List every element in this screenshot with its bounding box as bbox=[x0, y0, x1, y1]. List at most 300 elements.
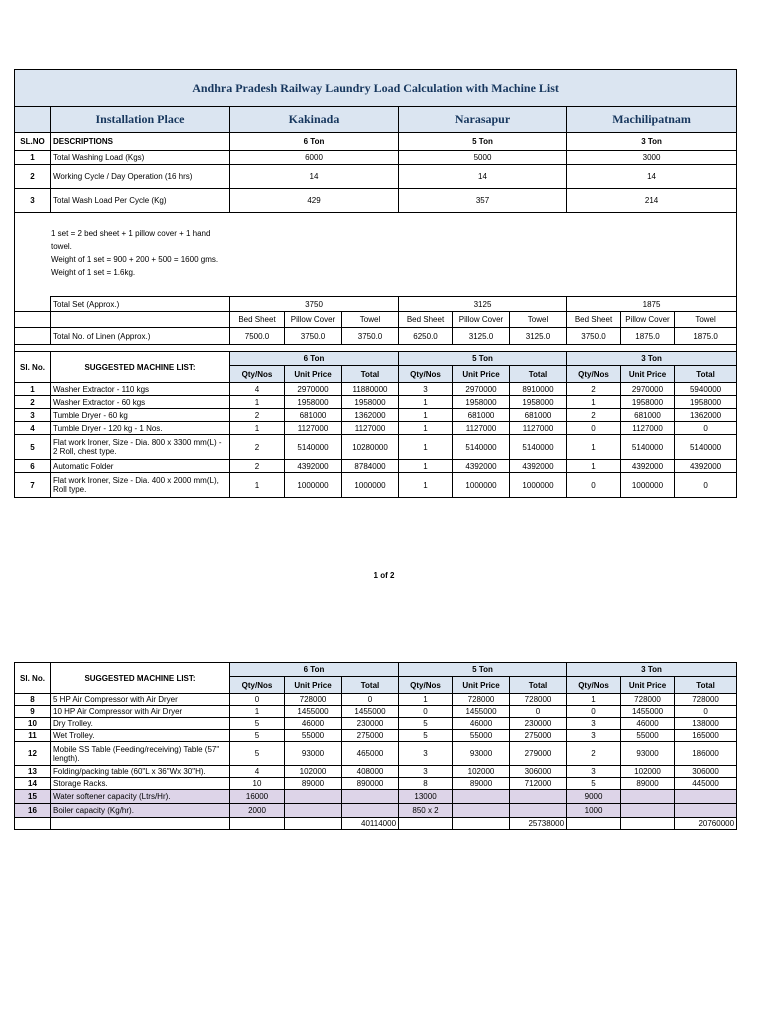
linen-header: Pillow Cover bbox=[621, 312, 675, 328]
load-value: 5000 bbox=[399, 151, 567, 165]
value-cell: 1 bbox=[230, 422, 285, 435]
value-cell: 102000 bbox=[285, 766, 342, 778]
machine-list-table-page2 bbox=[14, 662, 737, 830]
value-cell: 728000 bbox=[675, 694, 737, 706]
column-header: Total bbox=[510, 366, 567, 383]
value-cell: 5 bbox=[230, 742, 285, 766]
table-row bbox=[15, 730, 737, 742]
value-cell: 1 bbox=[567, 694, 621, 706]
column-header: Unit Price bbox=[453, 677, 510, 694]
value-cell bbox=[621, 790, 675, 804]
linen-header: Towel bbox=[342, 312, 399, 328]
machine-description: Wet Trolley. bbox=[51, 730, 230, 742]
sl-no-header: Sl. No. bbox=[15, 352, 51, 383]
row-number: 11 bbox=[15, 730, 51, 742]
table-row bbox=[15, 409, 737, 422]
table-row bbox=[15, 742, 737, 766]
machine-description: Flat work Ironer, Size - Dia. 400 x 2000 mm(L), Roll type. bbox=[51, 473, 230, 498]
table-cell bbox=[399, 818, 453, 830]
row-number: 4 bbox=[15, 422, 51, 435]
linen-header: Pillow Cover bbox=[285, 312, 342, 328]
sl-no-header: SL.NO bbox=[15, 133, 51, 151]
value-cell: 3 bbox=[567, 766, 621, 778]
grand-total: 20760000 bbox=[675, 818, 737, 830]
machine-description: Washer Extractor - 60 kgs bbox=[51, 396, 230, 409]
table-cell bbox=[15, 818, 51, 830]
value-cell: 445000 bbox=[675, 778, 737, 790]
machine-description: Mobile SS Table (Feeding/receiving) Table (57" length). bbox=[51, 742, 230, 766]
row-number: 7 bbox=[15, 473, 51, 498]
value-cell: 0 bbox=[675, 473, 737, 498]
value-cell: 681000 bbox=[453, 409, 510, 422]
value-cell: 0 bbox=[567, 422, 621, 435]
value-cell: 89000 bbox=[453, 778, 510, 790]
value-cell: 8 bbox=[399, 778, 453, 790]
value-cell: 1958000 bbox=[285, 396, 342, 409]
value-cell bbox=[285, 804, 342, 818]
table-row bbox=[15, 435, 737, 460]
value-cell: 16000 bbox=[230, 790, 285, 804]
total-linen-label: Total No. of Linen (Approx.) bbox=[51, 328, 230, 345]
value-cell: 1362000 bbox=[342, 409, 399, 422]
load-value: 429 bbox=[230, 189, 399, 213]
value-cell: 3 bbox=[567, 730, 621, 742]
place-kakinada: Kakinada bbox=[230, 107, 399, 133]
value-cell: 1127000 bbox=[621, 422, 675, 435]
value-cell bbox=[621, 804, 675, 818]
row-description: Total Washing Load (Kgs) bbox=[51, 151, 230, 165]
column-header: Total bbox=[510, 677, 567, 694]
value-cell: 5140000 bbox=[453, 435, 510, 460]
column-header: Qty/Nos bbox=[399, 677, 453, 694]
table-row bbox=[15, 345, 737, 352]
value-cell: 93000 bbox=[621, 742, 675, 766]
value-cell: 93000 bbox=[453, 742, 510, 766]
value-cell: 102000 bbox=[621, 766, 675, 778]
ton-header: 6 Ton bbox=[230, 663, 399, 677]
value-cell: 1 bbox=[399, 409, 453, 422]
value-cell bbox=[675, 804, 737, 818]
row-number: 12 bbox=[15, 742, 51, 766]
value-cell: 5 bbox=[230, 718, 285, 730]
value-cell: 1 bbox=[230, 706, 285, 718]
value-cell: 0 bbox=[567, 473, 621, 498]
grand-total: 40114000 bbox=[342, 818, 399, 830]
value-cell: 306000 bbox=[510, 766, 567, 778]
column-header: Total bbox=[675, 677, 737, 694]
column-header: Unit Price bbox=[621, 677, 675, 694]
linen-value: 3125.0 bbox=[510, 328, 567, 345]
table-cell bbox=[453, 818, 510, 830]
value-cell: 4392000 bbox=[675, 460, 737, 473]
linen-header: Bed Sheet bbox=[399, 312, 453, 328]
note-line: Weight of 1 set = 1.6kg. bbox=[51, 268, 136, 277]
value-cell: 4 bbox=[230, 383, 285, 396]
table-row bbox=[15, 473, 737, 498]
sl-no-header: Sl. No. bbox=[15, 663, 51, 694]
value-cell: 102000 bbox=[453, 766, 510, 778]
value-cell: 1000000 bbox=[621, 473, 675, 498]
linen-header: Bed Sheet bbox=[567, 312, 621, 328]
value-cell: 1455000 bbox=[342, 706, 399, 718]
linen-header: Towel bbox=[675, 312, 737, 328]
linen-value: 3750.0 bbox=[285, 328, 342, 345]
value-cell: 5 bbox=[399, 730, 453, 742]
row-number: 2 bbox=[15, 165, 51, 189]
table-row bbox=[15, 460, 737, 473]
table-row bbox=[15, 706, 737, 718]
value-cell: 5 bbox=[230, 730, 285, 742]
column-header: Qty/Nos bbox=[230, 677, 285, 694]
value-cell: 1 bbox=[567, 435, 621, 460]
value-cell: 8910000 bbox=[510, 383, 567, 396]
linen-value: 1875.0 bbox=[621, 328, 675, 345]
value-cell: 2 bbox=[567, 742, 621, 766]
machine-list-header: SUGGESTED MACHINE LIST: bbox=[51, 663, 230, 694]
value-cell: 5 bbox=[567, 778, 621, 790]
ton-header: 6 Ton bbox=[230, 352, 399, 366]
value-cell: 2 bbox=[567, 409, 621, 422]
value-cell bbox=[675, 790, 737, 804]
table-row bbox=[15, 213, 737, 297]
value-cell: 0 bbox=[510, 706, 567, 718]
row-number: 2 bbox=[15, 396, 51, 409]
value-cell: 1455000 bbox=[453, 706, 510, 718]
table-row bbox=[15, 165, 737, 189]
table-row bbox=[15, 328, 737, 345]
value-cell: 0 bbox=[675, 706, 737, 718]
value-cell: 1000000 bbox=[285, 473, 342, 498]
value-cell: 1362000 bbox=[675, 409, 737, 422]
machine-description: Flat work Ironer, Size - Dia. 800 x 3300 mm(L) - 2 Roll, chest type. bbox=[51, 435, 230, 460]
machine-description: Washer Extractor - 110 kgs bbox=[51, 383, 230, 396]
value-cell: 1958000 bbox=[621, 396, 675, 409]
value-cell: 1 bbox=[399, 396, 453, 409]
table-row bbox=[15, 396, 737, 409]
value-cell: 186000 bbox=[675, 742, 737, 766]
installation-place-label: Installation Place bbox=[51, 107, 230, 133]
machine-description: 5 HP Air Compressor with Air Dryer bbox=[51, 694, 230, 706]
value-cell: 5140000 bbox=[510, 435, 567, 460]
value-cell: 1127000 bbox=[453, 422, 510, 435]
value-cell: 89000 bbox=[285, 778, 342, 790]
load-value: 214 bbox=[567, 189, 737, 213]
value-cell: 3 bbox=[399, 383, 453, 396]
machine-description: Folding/packing table (60"L x 36"Wx 30"H). bbox=[51, 766, 230, 778]
value-cell: 8784000 bbox=[342, 460, 399, 473]
value-cell: 890000 bbox=[342, 778, 399, 790]
ton-header: 5 Ton bbox=[399, 133, 567, 151]
table-cell bbox=[15, 328, 51, 345]
value-cell: 55000 bbox=[285, 730, 342, 742]
value-cell: 230000 bbox=[510, 718, 567, 730]
table-cell bbox=[51, 312, 230, 328]
column-header: Total bbox=[675, 366, 737, 383]
row-number: 16 bbox=[15, 804, 51, 818]
table-cell bbox=[15, 312, 51, 328]
value-cell: 275000 bbox=[510, 730, 567, 742]
table-row bbox=[15, 352, 737, 366]
value-cell bbox=[285, 790, 342, 804]
ton-header: 5 Ton bbox=[399, 352, 567, 366]
load-value: 14 bbox=[230, 165, 399, 189]
table-row bbox=[15, 312, 737, 328]
column-header: Qty/Nos bbox=[230, 366, 285, 383]
value-cell: 4 bbox=[230, 766, 285, 778]
value-cell: 0 bbox=[230, 694, 285, 706]
value-cell: 2 bbox=[230, 460, 285, 473]
load-value: 3000 bbox=[567, 151, 737, 165]
value-cell: 1 bbox=[399, 435, 453, 460]
linen-value: 3750.0 bbox=[567, 328, 621, 345]
value-cell: 55000 bbox=[621, 730, 675, 742]
machine-description: Automatic Folder bbox=[51, 460, 230, 473]
value-cell: 2000 bbox=[230, 804, 285, 818]
load-value: 14 bbox=[399, 165, 567, 189]
linen-value: 6250.0 bbox=[399, 328, 453, 345]
column-header: Qty/Nos bbox=[567, 677, 621, 694]
set-composition-notes bbox=[15, 213, 737, 297]
value-cell: 55000 bbox=[453, 730, 510, 742]
linen-value: 3125.0 bbox=[453, 328, 510, 345]
value-cell: 728000 bbox=[510, 694, 567, 706]
ton-header: 3 Ton bbox=[567, 352, 737, 366]
ton-header: 5 Ton bbox=[399, 663, 567, 677]
note-line: 1 set = 2 bed sheet + 1 pillow cover + 1 hand towel. bbox=[51, 229, 211, 251]
value-cell bbox=[510, 804, 567, 818]
value-cell: 3 bbox=[399, 742, 453, 766]
value-cell: 306000 bbox=[675, 766, 737, 778]
descriptions-header: DESCRIPTIONS bbox=[51, 133, 230, 151]
page-number: 1 of 2 bbox=[373, 571, 395, 580]
load-value: 357 bbox=[399, 189, 567, 213]
table-cell bbox=[621, 818, 675, 830]
value-cell: 1455000 bbox=[285, 706, 342, 718]
ton-header: 3 Ton bbox=[567, 663, 737, 677]
table-row bbox=[15, 422, 737, 435]
value-cell: 3 bbox=[567, 718, 621, 730]
value-cell: 46000 bbox=[453, 718, 510, 730]
value-cell: 1127000 bbox=[342, 422, 399, 435]
value-cell: 1958000 bbox=[342, 396, 399, 409]
value-cell: 465000 bbox=[342, 742, 399, 766]
value-cell: 5940000 bbox=[675, 383, 737, 396]
value-cell: 728000 bbox=[285, 694, 342, 706]
total-set-value: 3750 bbox=[230, 297, 399, 312]
column-header: Qty/Nos bbox=[567, 366, 621, 383]
value-cell bbox=[342, 790, 399, 804]
machine-description: Tumble Dryer - 120 kg - 1 Nos. bbox=[51, 422, 230, 435]
table-cell bbox=[230, 818, 285, 830]
value-cell: 2 bbox=[230, 409, 285, 422]
value-cell: 4392000 bbox=[510, 460, 567, 473]
row-number: 15 bbox=[15, 790, 51, 804]
column-header: Total bbox=[342, 366, 399, 383]
linen-value: 7500.0 bbox=[230, 328, 285, 345]
value-cell: 1000 bbox=[567, 804, 621, 818]
value-cell: 1 bbox=[399, 473, 453, 498]
value-cell: 10 bbox=[230, 778, 285, 790]
value-cell: 1 bbox=[399, 694, 453, 706]
column-header: Unit Price bbox=[621, 366, 675, 383]
table-row bbox=[15, 790, 737, 804]
value-cell: 681000 bbox=[285, 409, 342, 422]
table-row bbox=[15, 151, 737, 165]
value-cell: 728000 bbox=[621, 694, 675, 706]
row-number: 14 bbox=[15, 778, 51, 790]
value-cell: 3 bbox=[399, 766, 453, 778]
value-cell: 46000 bbox=[621, 718, 675, 730]
value-cell: 1 bbox=[399, 460, 453, 473]
value-cell: 712000 bbox=[510, 778, 567, 790]
value-cell: 0 bbox=[567, 706, 621, 718]
value-cell: 5140000 bbox=[621, 435, 675, 460]
table-cell bbox=[567, 818, 621, 830]
linen-header: Pillow Cover bbox=[453, 312, 510, 328]
ton-header: 6 Ton bbox=[230, 133, 399, 151]
value-cell: 165000 bbox=[675, 730, 737, 742]
value-cell: 138000 bbox=[675, 718, 737, 730]
value-cell: 275000 bbox=[342, 730, 399, 742]
table-cell bbox=[285, 818, 342, 830]
value-cell: 2970000 bbox=[621, 383, 675, 396]
value-cell: 728000 bbox=[453, 694, 510, 706]
value-cell: 850 x 2 bbox=[399, 804, 453, 818]
value-cell: 93000 bbox=[285, 742, 342, 766]
row-number: 1 bbox=[15, 151, 51, 165]
column-header: Unit Price bbox=[453, 366, 510, 383]
linen-value: 1875.0 bbox=[675, 328, 737, 345]
row-description: Total Wash Load Per Cycle (Kg) bbox=[51, 189, 230, 213]
machine-description: Boiler capacity (Kg/hr). bbox=[51, 804, 230, 818]
table-row bbox=[15, 694, 737, 706]
value-cell: 1 bbox=[399, 422, 453, 435]
table-row bbox=[15, 818, 737, 830]
value-cell: 279000 bbox=[510, 742, 567, 766]
value-cell: 1455000 bbox=[621, 706, 675, 718]
table-row bbox=[15, 297, 737, 312]
value-cell: 2 bbox=[567, 383, 621, 396]
value-cell: 1958000 bbox=[453, 396, 510, 409]
total-set-label: Total Set (Approx.) bbox=[51, 297, 230, 312]
table-row bbox=[15, 189, 737, 213]
table-row bbox=[15, 663, 737, 677]
value-cell: 408000 bbox=[342, 766, 399, 778]
machine-list-header: SUGGESTED MACHINE LIST: bbox=[51, 352, 230, 383]
value-cell: 1127000 bbox=[510, 422, 567, 435]
row-number: 3 bbox=[15, 409, 51, 422]
value-cell: 1 bbox=[567, 396, 621, 409]
row-number: 10 bbox=[15, 718, 51, 730]
laundry-load-table bbox=[14, 69, 737, 498]
value-cell: 9000 bbox=[567, 790, 621, 804]
ton-header: 3 Ton bbox=[567, 133, 737, 151]
value-cell: 2970000 bbox=[285, 383, 342, 396]
value-cell bbox=[453, 804, 510, 818]
note-line: Weight of 1 set = 900 + 200 + 500 = 1600 gms. bbox=[51, 255, 219, 264]
table-row bbox=[15, 766, 737, 778]
machine-description: Storage Racks. bbox=[51, 778, 230, 790]
table-cell bbox=[15, 345, 737, 352]
table-cell bbox=[15, 297, 51, 312]
row-number: 5 bbox=[15, 435, 51, 460]
table-row bbox=[15, 804, 737, 818]
column-header: Total bbox=[342, 677, 399, 694]
value-cell: 5140000 bbox=[675, 435, 737, 460]
row-number: 13 bbox=[15, 766, 51, 778]
column-header: Unit Price bbox=[285, 366, 342, 383]
row-number: 6 bbox=[15, 460, 51, 473]
value-cell: 0 bbox=[342, 694, 399, 706]
machine-description: Dry Trolley. bbox=[51, 718, 230, 730]
value-cell: 1000000 bbox=[510, 473, 567, 498]
machine-description: Water softener capacity (Ltrs/Hr). bbox=[51, 790, 230, 804]
load-value: 6000 bbox=[230, 151, 399, 165]
linen-header: Towel bbox=[510, 312, 567, 328]
place-narasapur: Narasapur bbox=[399, 107, 567, 133]
row-description: Working Cycle / Day Operation (16 hrs) bbox=[51, 165, 230, 189]
document-title: Andhra Pradesh Railway Laundry Load Calculation with Machine List bbox=[15, 70, 737, 107]
row-number: 1 bbox=[15, 383, 51, 396]
value-cell: 2970000 bbox=[453, 383, 510, 396]
value-cell: 46000 bbox=[285, 718, 342, 730]
value-cell: 11880000 bbox=[342, 383, 399, 396]
value-cell: 1 bbox=[567, 460, 621, 473]
linen-header: Bed Sheet bbox=[230, 312, 285, 328]
grand-total: 25738000 bbox=[510, 818, 567, 830]
row-number: 8 bbox=[15, 694, 51, 706]
value-cell: 4392000 bbox=[285, 460, 342, 473]
value-cell: 5 bbox=[399, 718, 453, 730]
value-cell: 0 bbox=[399, 706, 453, 718]
value-cell bbox=[510, 790, 567, 804]
table-row bbox=[15, 718, 737, 730]
value-cell: 5140000 bbox=[285, 435, 342, 460]
value-cell: 681000 bbox=[621, 409, 675, 422]
value-cell: 0 bbox=[675, 422, 737, 435]
place-machilipatnam: Machilipatnam bbox=[567, 107, 737, 133]
table-cell bbox=[51, 818, 230, 830]
column-header: Unit Price bbox=[285, 677, 342, 694]
column-header: Qty/Nos bbox=[399, 366, 453, 383]
value-cell bbox=[342, 804, 399, 818]
row-number: 9 bbox=[15, 706, 51, 718]
value-cell: 4392000 bbox=[621, 460, 675, 473]
value-cell: 1000000 bbox=[453, 473, 510, 498]
value-cell: 1958000 bbox=[675, 396, 737, 409]
value-cell: 230000 bbox=[342, 718, 399, 730]
value-cell bbox=[453, 790, 510, 804]
value-cell: 1 bbox=[230, 473, 285, 498]
linen-value: 3750.0 bbox=[342, 328, 399, 345]
value-cell: 1127000 bbox=[285, 422, 342, 435]
value-cell: 1958000 bbox=[510, 396, 567, 409]
value-cell: 1000000 bbox=[342, 473, 399, 498]
value-cell: 4392000 bbox=[453, 460, 510, 473]
machine-description: 10 HP Air Compressor with Air Dryer bbox=[51, 706, 230, 718]
total-set-value: 3125 bbox=[399, 297, 567, 312]
value-cell: 681000 bbox=[510, 409, 567, 422]
value-cell: 1 bbox=[230, 396, 285, 409]
value-cell: 2 bbox=[230, 435, 285, 460]
total-set-value: 1875 bbox=[567, 297, 737, 312]
load-value: 14 bbox=[567, 165, 737, 189]
table-row bbox=[15, 383, 737, 396]
table-row bbox=[15, 778, 737, 790]
value-cell: 13000 bbox=[399, 790, 453, 804]
value-cell: 10280000 bbox=[342, 435, 399, 460]
row-number: 3 bbox=[15, 189, 51, 213]
